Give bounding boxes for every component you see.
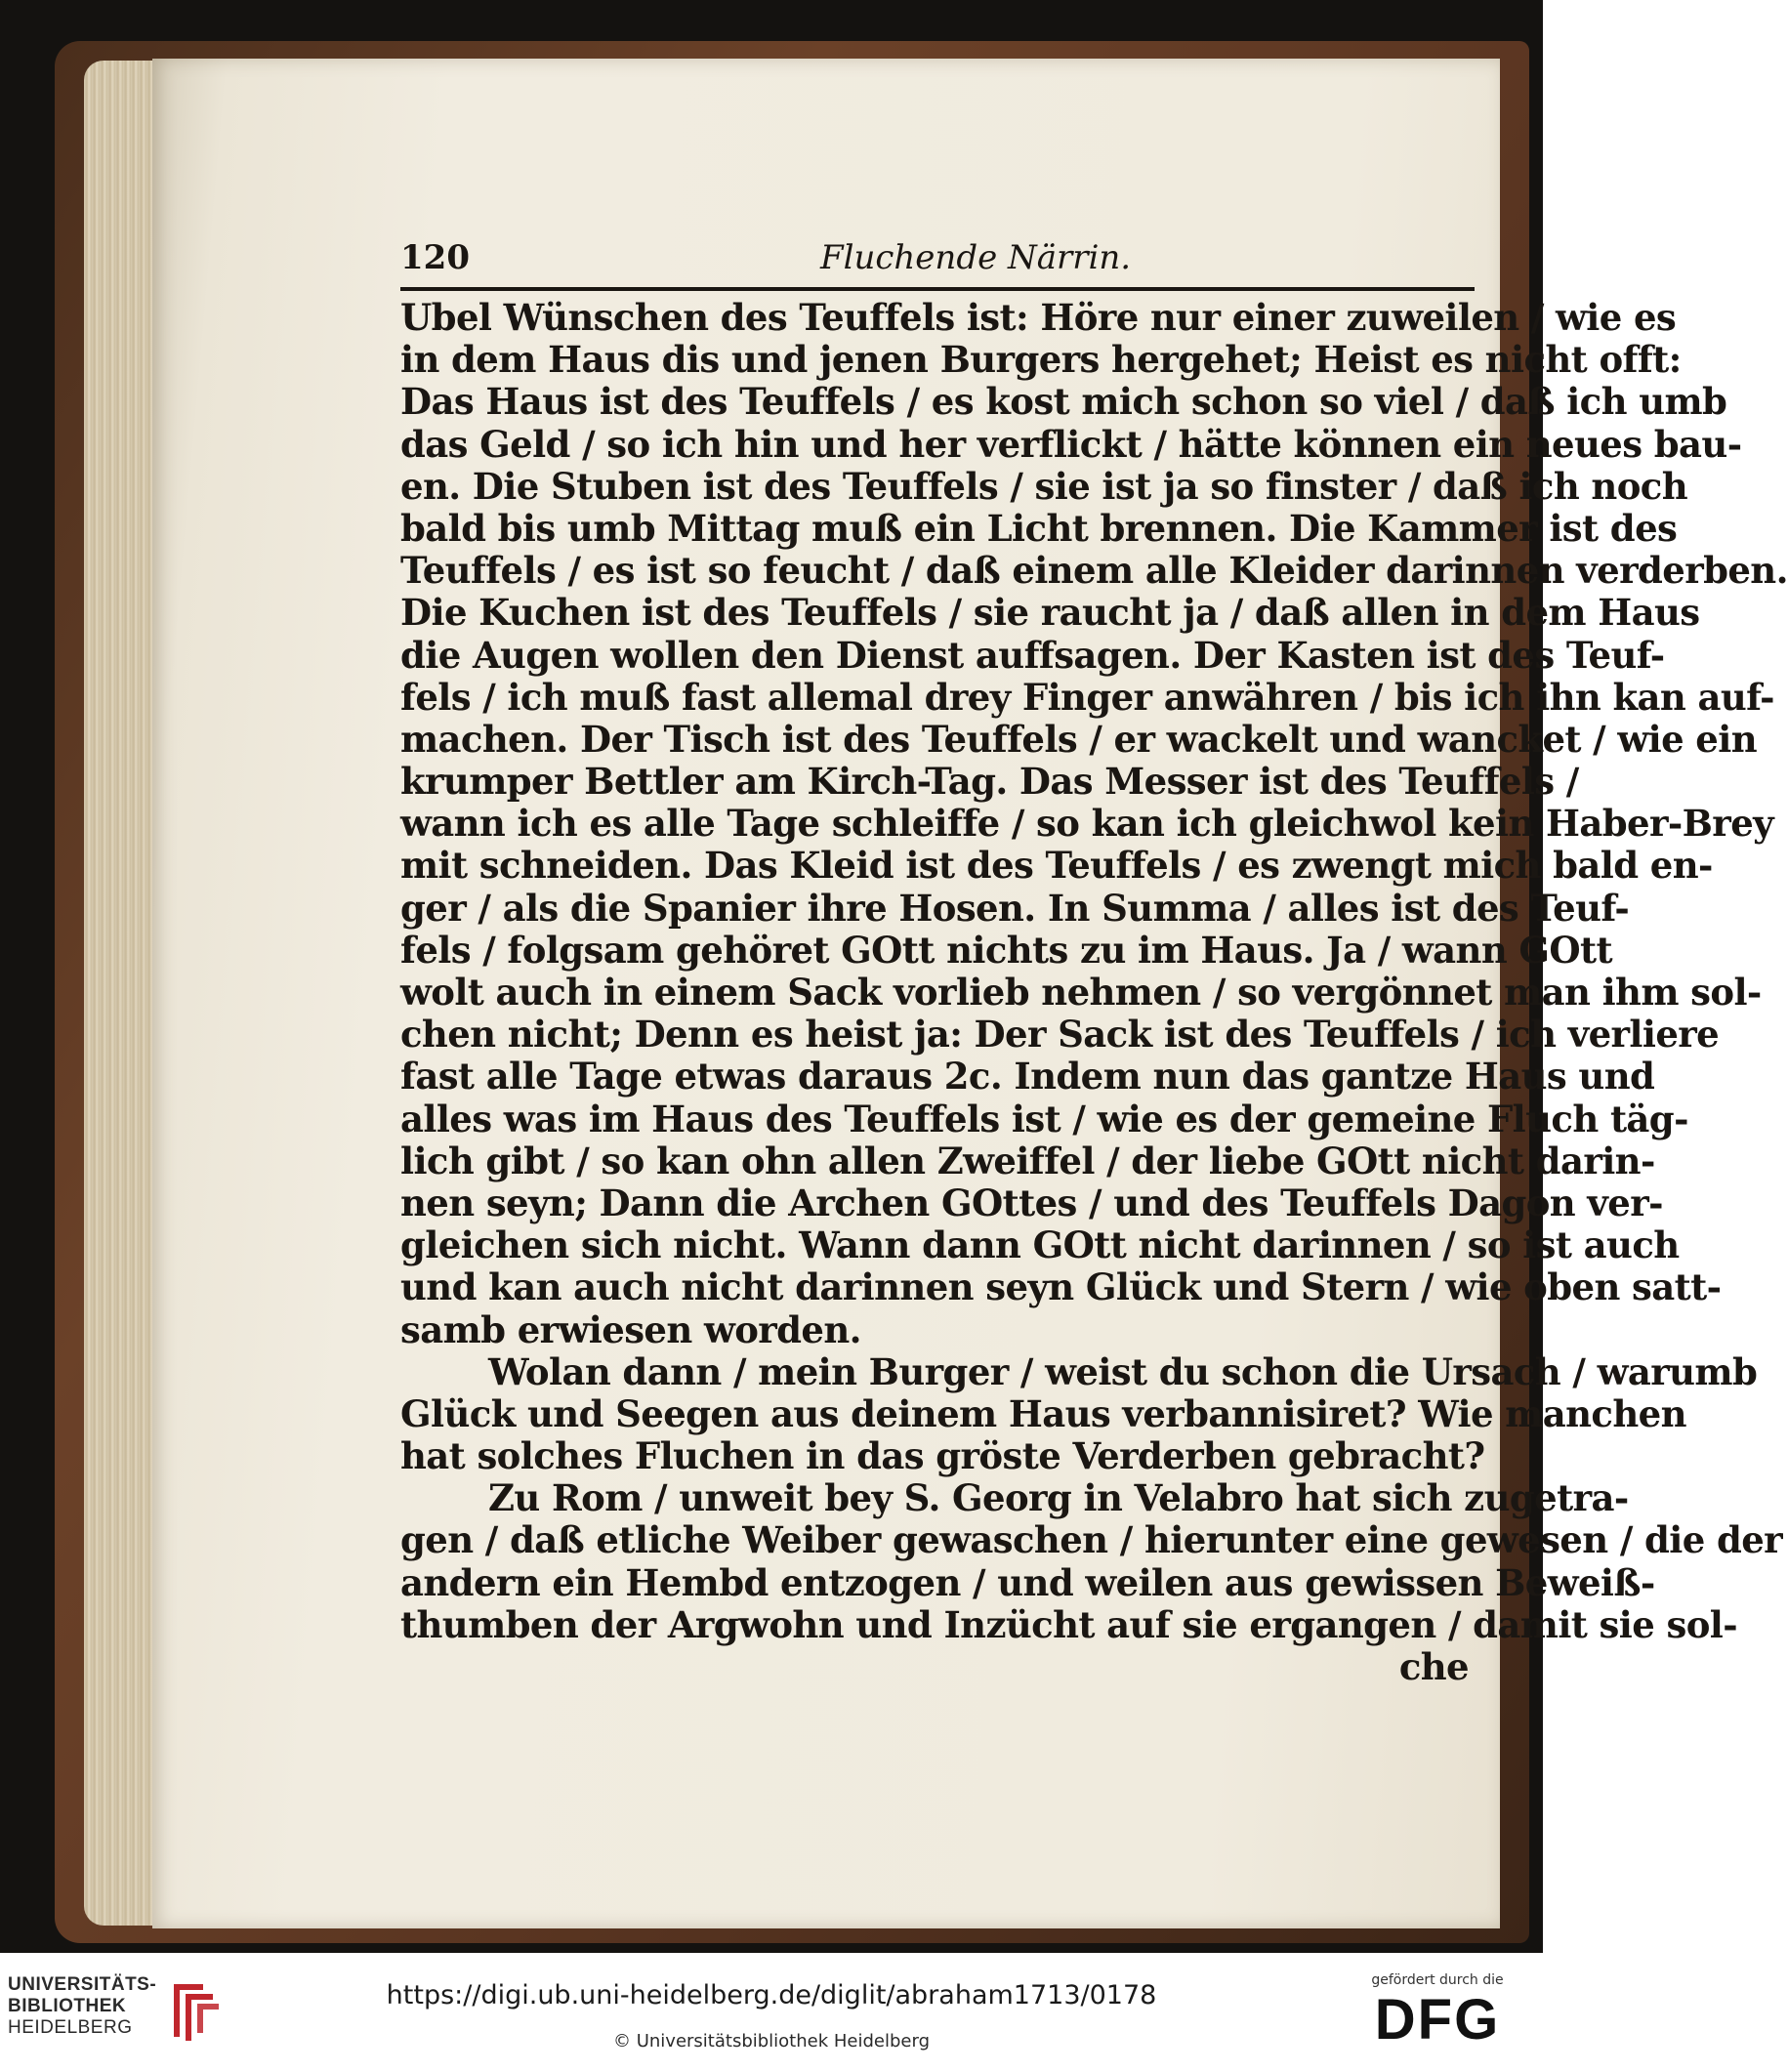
- text-line: fast alle Tage etwas daraus 2c. Indem nun das gantze Haus und: [400, 1055, 1655, 1098]
- library-name-line: UNIVERSITÄTS-: [8, 1974, 157, 1995]
- text-line: krumper Bettler am Kirch-Tag. Das Messer ist des Teuffels /: [400, 760, 1579, 804]
- copyright-notice: © Universitätsbibliothek Heidelberg: [612, 2031, 930, 2051]
- text-line: Die Kuchen ist des Teuffels / sie raucht ja / daß allen in dem Haus: [400, 591, 1700, 635]
- text-line: lich gibt / so kan ohn allen Zweiffel / der liebe GOtt nicht darin-: [400, 1139, 1655, 1182]
- text-line: andern ein Hembd entzogen / und weilen aus gewissen Beweiß-: [400, 1560, 1655, 1604]
- text-line: Glück und Seegen aus deinem Haus verbannisiret? Wie manchen: [400, 1391, 1686, 1435]
- text-line: Wolan dann / mein Burger / weist du schon die Ursach / warumb: [488, 1349, 1758, 1393]
- text-block: [400, 232, 1788, 1688]
- text-line: fels / folgsam gehöret GOtt nichts zu im Haus. Ja / wann GOtt: [400, 928, 1613, 972]
- funding-notice: [1359, 1972, 1516, 2052]
- text-line: machen. Der Tisch ist des Teuffels / er wackelt und wancket / wie ein: [400, 717, 1757, 761]
- text-line: wann ich es alle Tage schleiffe / so kan ich gleichwol kein Haber-Brey: [400, 802, 1774, 846]
- text-line: alles was im Haus des Teuffels ist / wie es der gemeine Fluch täg-: [400, 1097, 1688, 1140]
- body-text: [400, 296, 1788, 1688]
- running-head: [400, 232, 1475, 283]
- catchword: che: [1398, 1645, 1469, 1688]
- text-line: samb erwiesen worden.: [400, 1307, 861, 1351]
- funding-text: gefördert durch die: [1371, 1972, 1504, 1988]
- running-head-title: Fluchende Närrin.: [820, 238, 1132, 277]
- dfg-logo[interactable]: DFG: [1374, 1988, 1501, 2051]
- text-line: bald bis umb Mittag muß ein Licht brennen. Die Kammer ist des: [400, 506, 1678, 550]
- library-name-line: BIBLIOTHEK: [8, 1996, 127, 2016]
- text-line: Zu Rom / unweit bey S. Georg in Velabro hat sich zugetra-: [488, 1476, 1629, 1520]
- text-line: ger / als die Spanier ihre Hosen. In Summa / alles ist des Teuf-: [400, 886, 1630, 930]
- text-line: gleichen sich nicht. Wann dann GOtt nicht darinnen / so ist auch: [400, 1223, 1680, 1267]
- text-line: in dem Haus dis und jenen Burgers hergehet; Heist es nicht offt:: [400, 338, 1682, 382]
- text-line: hat solches Fluchen in das gröste Verderben gebracht?: [400, 1434, 1485, 1478]
- text-line: Das Haus ist des Teuffels / es kost mich schon so viel / daß ich umb: [400, 380, 1727, 424]
- text-line: fels / ich muß fast allemal drey Finger anwähren / bis ich ihn kan auf-: [400, 675, 1774, 719]
- text-line: das Geld / so ich hin und her verflickt / hätte können ein neues bau-: [400, 422, 1742, 466]
- text-line: wolt auch in einem Sack vorlieb nehmen / so vergönnet man ihm sol-: [400, 971, 1762, 1014]
- text-line: en. Die Stuben ist des Teuffels / sie ist ja so finster / daß ich noch: [400, 464, 1688, 508]
- text-line: und kan auch nicht darinnen seyn Glück und Stern / wie oben satt-: [400, 1265, 1722, 1309]
- library-name-line: HEIDELBERG: [8, 2017, 133, 2038]
- header-rule: [400, 287, 1475, 291]
- text-line: Ubel Wünschen des Teuffels ist: Höre nur einer zuweilen / wie es: [400, 296, 1677, 339]
- text-line: mit schneiden. Das Kleid ist des Teuffels / es zwengt mich bald en-: [400, 844, 1713, 888]
- text-line: thumben der Argwohn und Inzücht auf sie ergangen / damit sie sol-: [400, 1602, 1737, 1646]
- text-line: die Augen wollen den Dienst auffsagen. Der Kasten ist des Teuf-: [400, 633, 1665, 677]
- viewer-footer: [0, 1953, 1543, 2072]
- permalink-url[interactable]: https://digi.ub.uni-heidelberg.de/diglit/abraham1713/0178: [386, 1980, 1157, 2010]
- text-line: nen seyn; Dann die Archen GOttes / und des Teuffels Dagon ver-: [400, 1181, 1663, 1224]
- page-number: 120: [400, 238, 470, 277]
- text-line: chen nicht; Denn es heist ja: Der Sack ist des Teuffels / ich verliere: [400, 1013, 1720, 1057]
- text-line: Teuffels / es ist so feucht / daß einem alle Kleider darinnen verderben.: [400, 549, 1788, 593]
- text-line: gen / daß etliche Weiber gewaschen / hierunter eine gewesen / die der: [400, 1518, 1783, 1562]
